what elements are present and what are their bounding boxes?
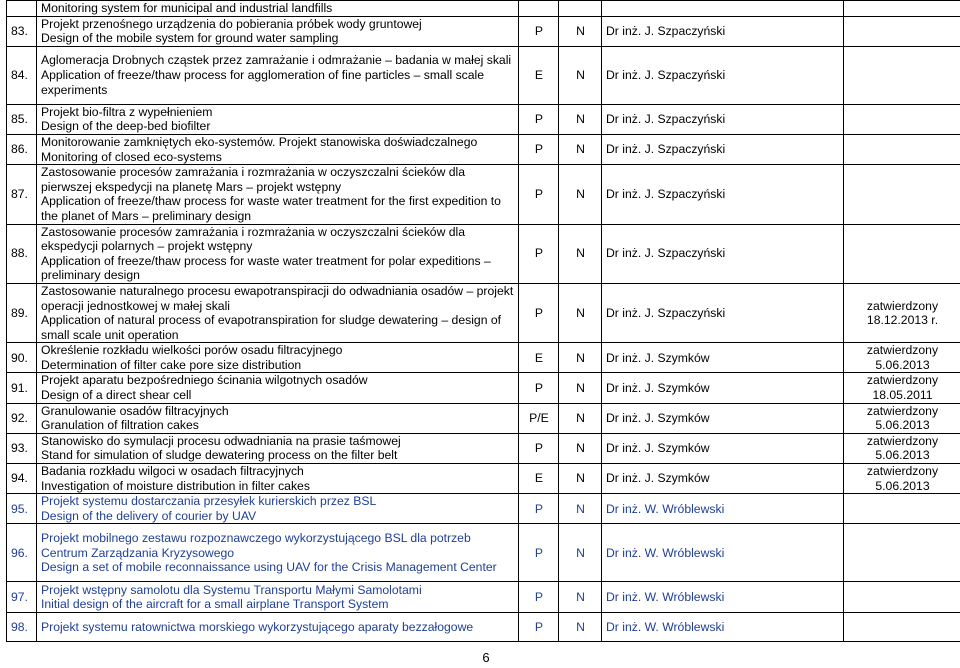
thesis-type-code: N <box>559 283 602 342</box>
language-code: P <box>519 582 559 613</box>
approval-status: zatwierdzony 18.05.2011 <box>844 373 960 403</box>
thesis-type-code: N <box>559 403 602 433</box>
supervisor-name: Dr inż. J. Szpaczyński <box>602 104 844 134</box>
approval-status <box>844 613 960 642</box>
supervisor-name: Dr inż. W. Wróblewski <box>602 524 844 582</box>
topic-title-cell <box>37 224 519 283</box>
topic-title-english: Determination of filter cake pore size distribution <box>41 357 302 372</box>
topic-number: 87. <box>7 165 37 224</box>
table-row <box>7 16 960 46</box>
topic-title-cell <box>37 403 519 433</box>
topic-number: 91. <box>7 373 37 403</box>
language-code: P <box>519 134 559 164</box>
language-code: P <box>519 224 559 283</box>
topic-number: 89. <box>7 283 37 342</box>
language-code: E <box>519 343 559 373</box>
thesis-type-code <box>559 1 602 17</box>
topic-title-polish: Zastosowanie naturalnego procesu ewapotranspiracji do odwadniania osadów – projekt operacji jednostkowej w małej skali <box>41 283 514 313</box>
table-row <box>7 104 960 134</box>
topic-title-english: Application of natural process of evapotranspiration for sludge dewatering – design of small scale unit operation <box>41 313 502 342</box>
document-page <box>6 0 960 665</box>
thesis-type-code: N <box>559 494 602 524</box>
topic-title-english: Monitoring of closed eco-systems <box>41 149 222 164</box>
topic-title-cell <box>37 16 519 46</box>
supervisor-name: Dr inż. J. Szpaczyński <box>602 165 844 224</box>
language-code: P <box>519 16 559 46</box>
topic-title-cell <box>37 524 519 582</box>
supervisor-name: Dr inż. J. Szymków <box>602 433 844 463</box>
table-row <box>7 464 960 494</box>
approval-status <box>844 16 960 46</box>
thesis-type-code: N <box>559 46 602 104</box>
topic-number: 93. <box>7 433 37 463</box>
topic-title-cell <box>37 494 519 524</box>
topic-number: 97. <box>7 582 37 613</box>
topic-title-polish: Granulowanie osadów filtracyjnych <box>41 403 229 418</box>
table-row <box>7 582 960 613</box>
supervisor-name: Dr inż. J. Szymków <box>602 464 844 494</box>
language-code: P <box>519 494 559 524</box>
topic-title-cell <box>37 373 519 403</box>
topic-title-cell <box>37 582 519 613</box>
approval-status: zatwierdzony 5.06.2013 <box>844 433 960 463</box>
approval-status <box>844 224 960 283</box>
topic-title-polish: Monitorowanie zamkniętych eko-systemów. Projekt stanowiska doświadczalnego <box>41 134 478 149</box>
table-row <box>7 433 960 463</box>
approval-status <box>844 134 960 164</box>
topic-number: 85. <box>7 104 37 134</box>
table-row <box>7 343 960 373</box>
supervisor-name: Dr inż. J. Szpaczyński <box>602 46 844 104</box>
topic-title-polish: Zastosowanie procesów zamrażania i rozmrażania w oczyszczalni ścieków dla pierwszej ekspedycji na planetę Mars – projekt wstępny <box>41 165 466 194</box>
thesis-type-code: N <box>559 343 602 373</box>
topic-title-polish: Projekt przenośnego urządzenia do pobierania próbek wody gruntowej <box>41 16 422 31</box>
table-row <box>7 283 960 342</box>
topic-number: 94. <box>7 464 37 494</box>
topic-title-english: Design of a direct shear cell <box>41 388 192 403</box>
language-code <box>519 1 559 17</box>
thesis-topics-table <box>6 0 960 642</box>
topic-title-cell <box>37 283 519 342</box>
topic-title-cell <box>37 464 519 494</box>
topic-title-english: Granulation of filtration cakes <box>41 418 199 433</box>
supervisor-name: Dr inż. J. Szpaczyński <box>602 134 844 164</box>
language-code: P <box>519 524 559 582</box>
topic-title-english: Stand for simulation of sludge dewatering process on the filter belt <box>41 448 398 463</box>
topic-number: 83. <box>7 16 37 46</box>
approval-status: zatwierdzony 18.12.2013 r. <box>844 283 960 342</box>
topic-title-polish: Określenie rozkładu wielkości porów osadu filtracyjnego <box>41 343 343 358</box>
supervisor-name: Dr inż. J. Szymków <box>602 403 844 433</box>
supervisor-name <box>602 1 844 17</box>
table-row <box>7 524 960 582</box>
topic-title-polish: Stanowisko do symulacji procesu odwadniania na prasie taśmowej <box>41 433 401 448</box>
topic-number: 92. <box>7 403 37 433</box>
topic-title-cell <box>37 134 519 164</box>
topic-title-english: Application of freeze/thaw process for agglomeration of fine particles – small scale experiments <box>41 67 485 97</box>
supervisor-name: Dr inż. W. Wróblewski <box>602 494 844 524</box>
topic-title-english: Application of freeze/thaw process for waste water treatment for polar expeditions – preliminary design <box>41 253 491 283</box>
topic-number <box>7 1 37 17</box>
approval-status <box>844 524 960 582</box>
thesis-type-code: N <box>559 224 602 283</box>
topic-title-cell <box>37 46 519 104</box>
language-code: P <box>519 433 559 463</box>
page-number: 6 <box>482 650 490 665</box>
table-row <box>7 373 960 403</box>
language-code: E <box>519 46 559 104</box>
supervisor-name: Dr inż. J. Szpaczyński <box>602 224 844 283</box>
supervisor-name: Dr inż. J. Szpaczyński <box>602 16 844 46</box>
topic-title-cell <box>37 104 519 134</box>
thesis-type-code: N <box>559 16 602 46</box>
topic-title-english: Design of the deep-bed biofilter <box>41 119 211 134</box>
topic-number: 98. <box>7 613 37 642</box>
supervisor-name: Dr inż. J. Szymków <box>602 373 844 403</box>
topic-title-english: Investigation of moisture distribution in filter cakes <box>41 478 310 493</box>
thesis-type-code: N <box>559 524 602 582</box>
language-code: E <box>519 464 559 494</box>
language-code: P <box>519 104 559 134</box>
topic-title-english: Monitoring system for municipal and industrial landfills <box>41 1 333 15</box>
topic-title-english: Initial design of the aircraft for a small airplane Transport System <box>41 597 389 612</box>
approval-status <box>844 46 960 104</box>
topic-title-polish: Projekt wstępny samolotu dla Systemu Transportu Małymi Samolotami <box>41 582 422 597</box>
thesis-type-code: N <box>559 165 602 224</box>
topic-number: 95. <box>7 494 37 524</box>
thesis-type-code: N <box>559 613 602 642</box>
table-row <box>7 165 960 224</box>
thesis-topics-body <box>7 1 960 642</box>
topic-title-cell <box>37 343 519 373</box>
thesis-type-code: N <box>559 373 602 403</box>
approval-status <box>844 165 960 224</box>
topic-number: 90. <box>7 343 37 373</box>
table-row <box>7 224 960 283</box>
table-row <box>7 46 960 104</box>
thesis-type-code: N <box>559 104 602 134</box>
supervisor-name: Dr inż. J. Szpaczyński <box>602 283 844 342</box>
table-row <box>7 403 960 433</box>
topic-number: 88. <box>7 224 37 283</box>
topic-title-polish: Aglomeracja Drobnych cząstek przez zamrażanie i odmrażanie – badania w małej skali <box>41 53 512 68</box>
topic-title-english: Design a set of mobile reconnaissance using UAV for the Crisis Management Center <box>41 560 497 575</box>
approval-status <box>844 104 960 134</box>
topic-number: 86. <box>7 134 37 164</box>
topic-number: 84. <box>7 46 37 104</box>
language-code: P/E <box>519 403 559 433</box>
language-code: P <box>519 373 559 403</box>
table-row <box>7 1 960 17</box>
topic-title-polish: Badania rozkładu wilgoci w osadach filtracyjnych <box>41 464 304 479</box>
supervisor-name: Dr inż. J. Szymków <box>602 343 844 373</box>
approval-status: zatwierdzony 5.06.2013 <box>844 403 960 433</box>
topic-title-polish: Projekt systemu dostarczania przesyłek kurierskich przez BSL <box>41 494 377 509</box>
topic-title-polish: Zastosowanie procesów zamrażania i rozmrażania w oczyszczalni ścieków dla ekspedycji polarnych – projekt wstępny <box>41 224 466 254</box>
thesis-type-code: N <box>559 464 602 494</box>
topic-title-english: Design of the delivery of courier by UAV <box>41 508 257 523</box>
table-row <box>7 494 960 524</box>
topic-title-english: Application of freeze/thaw process for waste water treatment for the first expedition to the planet of Mars – preliminary design <box>41 194 501 223</box>
approval-status: zatwierdzony 5.06.2013 <box>844 464 960 494</box>
topic-title-cell <box>37 1 519 17</box>
approval-status <box>844 582 960 613</box>
topic-title-polish: Projekt mobilnego zestawu rozpoznawczego wykorzystującego BSL dla potrzeb Centrum Zarządzania Kryzysowego <box>41 531 471 560</box>
topic-number: 96. <box>7 524 37 582</box>
supervisor-name: Dr inż. W. Wróblewski <box>602 582 844 613</box>
topic-title-english: Design of the mobile system for ground water sampling <box>41 31 339 46</box>
thesis-type-code: N <box>559 134 602 164</box>
topic-title-cell <box>37 165 519 224</box>
topic-title-polish: Projekt aparatu bezpośredniego ścinania wilgotnych osadów <box>41 373 368 388</box>
language-code: P <box>519 283 559 342</box>
table-row <box>7 134 960 164</box>
topic-title-polish: Projekt systemu ratownictwa morskiego wykorzystującego aparaty bezzałogowe <box>41 620 474 635</box>
topic-title-cell <box>37 613 519 642</box>
approval-status: zatwierdzony 5.06.2013 <box>844 343 960 373</box>
table-row <box>7 613 960 642</box>
language-code: P <box>519 165 559 224</box>
language-code: P <box>519 613 559 642</box>
approval-status <box>844 494 960 524</box>
approval-status <box>844 1 960 17</box>
supervisor-name: Dr inż. W. Wróblewski <box>602 613 844 642</box>
topic-title-cell <box>37 433 519 463</box>
topic-title-polish: Projekt bio-filtra z wypełnieniem <box>41 104 213 119</box>
thesis-type-code: N <box>559 433 602 463</box>
thesis-type-code: N <box>559 582 602 613</box>
